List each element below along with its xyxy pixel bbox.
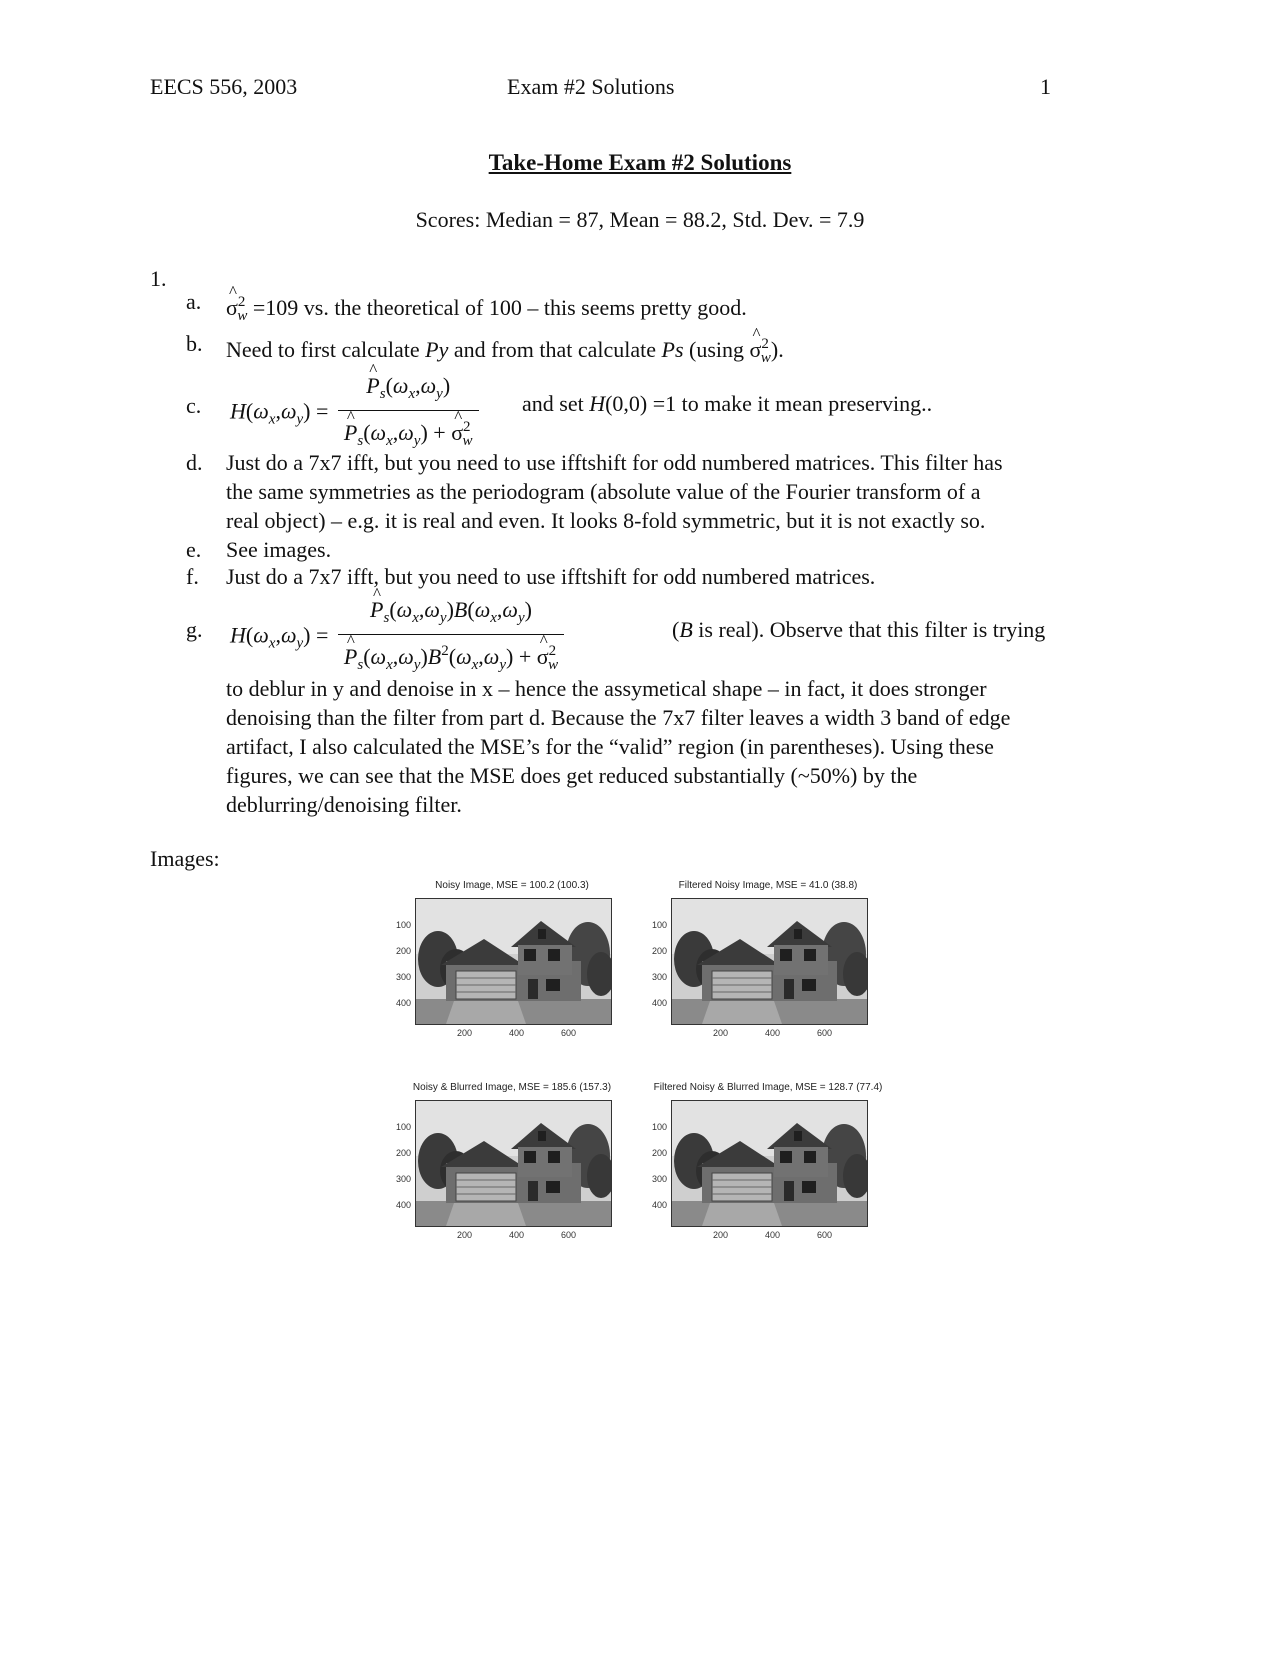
y-tick: 300 (395, 972, 411, 982)
y-tick: 400 (395, 998, 411, 1008)
item-g-paragraph (226, 674, 1010, 819)
y-tick: 400 (651, 998, 667, 1008)
item-d-line: real object) – e.g. it is real and even. It looks 8-fold symmetric, but it is not exactly so. (226, 508, 986, 533)
house-image (671, 898, 868, 1025)
item-b-ps: Ps (661, 337, 684, 362)
item-g-label: g. (186, 617, 203, 642)
images-label: Images: (150, 846, 220, 871)
y-tick: 100 (395, 920, 411, 930)
x-tick: 400 (765, 1230, 781, 1240)
x-tick: 200 (457, 1230, 473, 1240)
item-b-label: b. (186, 331, 203, 356)
x-tick: 200 (457, 1028, 473, 1038)
page-number: 1 (1040, 74, 1051, 99)
house-image (671, 1100, 868, 1227)
y-tick: 300 (395, 1174, 411, 1184)
item-c-label: c. (186, 393, 202, 418)
x-tick: 600 (561, 1230, 577, 1240)
item-b-pre: Need to first calculate (226, 337, 426, 362)
item-c-text-post: (0,0) =1 to make it mean preserving.. (605, 391, 933, 416)
header-title: Exam #2 Solutions (507, 74, 675, 99)
y-tick: 200 (651, 946, 667, 956)
item-b-mid: and from that calculate (448, 337, 662, 362)
item-a-label: a. (186, 289, 202, 314)
item-g-line: figures, we can see that the MSE does get reduced substantially (~50%) by the (226, 763, 918, 788)
sigma-hat-symbol: ^ σ (750, 336, 762, 364)
x-tick: 600 (817, 1028, 833, 1038)
item-d-line: the same symmetries as the periodogram (absolute value of the Fourier transform of a (226, 479, 981, 504)
item-d-line: Just do a 7x7 ifft, but you need to use ifftshift for odd numbered matrices. This filter has (226, 450, 1003, 475)
item-e-text: See images. (226, 537, 332, 562)
figure-title: Filtered Noisy Image, MSE = 41.0 (38.8) (678, 880, 858, 891)
item-e-label: e. (186, 537, 202, 562)
figure-title: Filtered Noisy & Blurred Image, MSE = 128.7 (77.4) (653, 1082, 883, 1093)
item-g-line: to deblur in y and denoise in x – hence the assymetical shape – in fact, it does stronger (226, 676, 987, 701)
item-c-text-pre: and set (522, 391, 590, 416)
x-tick: 600 (561, 1028, 577, 1038)
y-tick: 100 (651, 920, 667, 930)
y-tick: 400 (651, 1200, 667, 1210)
problem-number: 1. (150, 266, 167, 291)
x-tick: 400 (509, 1028, 525, 1038)
x-tick: 400 (765, 1028, 781, 1038)
house-image (415, 1100, 612, 1227)
y-tick: 100 (395, 1122, 411, 1132)
y-tick: 200 (395, 1148, 411, 1158)
wiener-filter-formula: $H(\omega_x,\omega_y)$ = ^ $P_s(\omega_x,\omega_y)$ ^ $P_s(\omega_x,\omega_y)$ + ^ $\sigma^2_w$ (230, 372, 483, 455)
item-g (186, 596, 1126, 676)
y-tick: 100 (651, 1122, 667, 1132)
sigma-hat-symbol: ^ σ (226, 294, 238, 322)
item-d-label: d. (186, 450, 203, 475)
item-g-line: deblurring/denoising filter. (226, 792, 462, 817)
figure-title: Noisy Image, MSE = 100.2 (100.3) (435, 880, 589, 891)
deblur-filter-formula: $H(\omega_x,\omega_y)$ = ^ $P_s(\omega_x,\omega_y)B(\omega_x,\omega_y)$ ^ $P_s(\omega_x,\omega_y)B^2(\omega_x,\omega_y)$ + ^ $\sigma^2_w$ (230, 596, 568, 679)
item-c (186, 372, 1086, 452)
y-tick: 300 (651, 972, 667, 982)
document-title: Take-Home Exam #2 Solutions (488, 150, 792, 175)
item-c-h: H (589, 391, 606, 416)
item-g-line: artifact, I also calculated the MSE’s for the “valid” region (in parentheses). Using these (226, 734, 994, 759)
item-a-text: =109 vs. the theoretical of 100 – this seems pretty good. (252, 295, 747, 320)
item-b-end: ). (770, 337, 784, 362)
header-course: EECS 556, 2003 (150, 74, 298, 99)
y-tick: 200 (395, 946, 411, 956)
x-tick: 600 (817, 1230, 833, 1240)
item-b-py: Py (425, 337, 449, 362)
y-tick: 300 (651, 1174, 667, 1184)
item-f-label: f. (186, 564, 199, 589)
x-tick: 200 (713, 1028, 729, 1038)
y-tick: 400 (395, 1200, 411, 1210)
house-image (415, 898, 612, 1025)
y-tick: 200 (651, 1148, 667, 1158)
item-g-line: denoising than the filter from part d. Because the 7x7 filter leaves a width 3 band of edge (226, 705, 1011, 730)
scores-line: Scores: Median = 87, Mean = 88.2, Std. Dev. = 7.9 (415, 207, 865, 232)
item-g-side-post: is real). Observe that this filter is trying (692, 617, 1046, 642)
figure-title: Noisy & Blurred Image, MSE = 185.6 (157.3) (412, 1082, 612, 1093)
item-b-post: (using (683, 337, 750, 362)
item-g-side-pre: ( (672, 617, 680, 642)
item-g-side-b: B (679, 617, 693, 642)
item-f-text: Just do a 7x7 ifft, but you need to use ifftshift for odd numbered matrices. (226, 564, 876, 589)
x-tick: 400 (509, 1230, 525, 1240)
x-tick: 200 (713, 1230, 729, 1240)
